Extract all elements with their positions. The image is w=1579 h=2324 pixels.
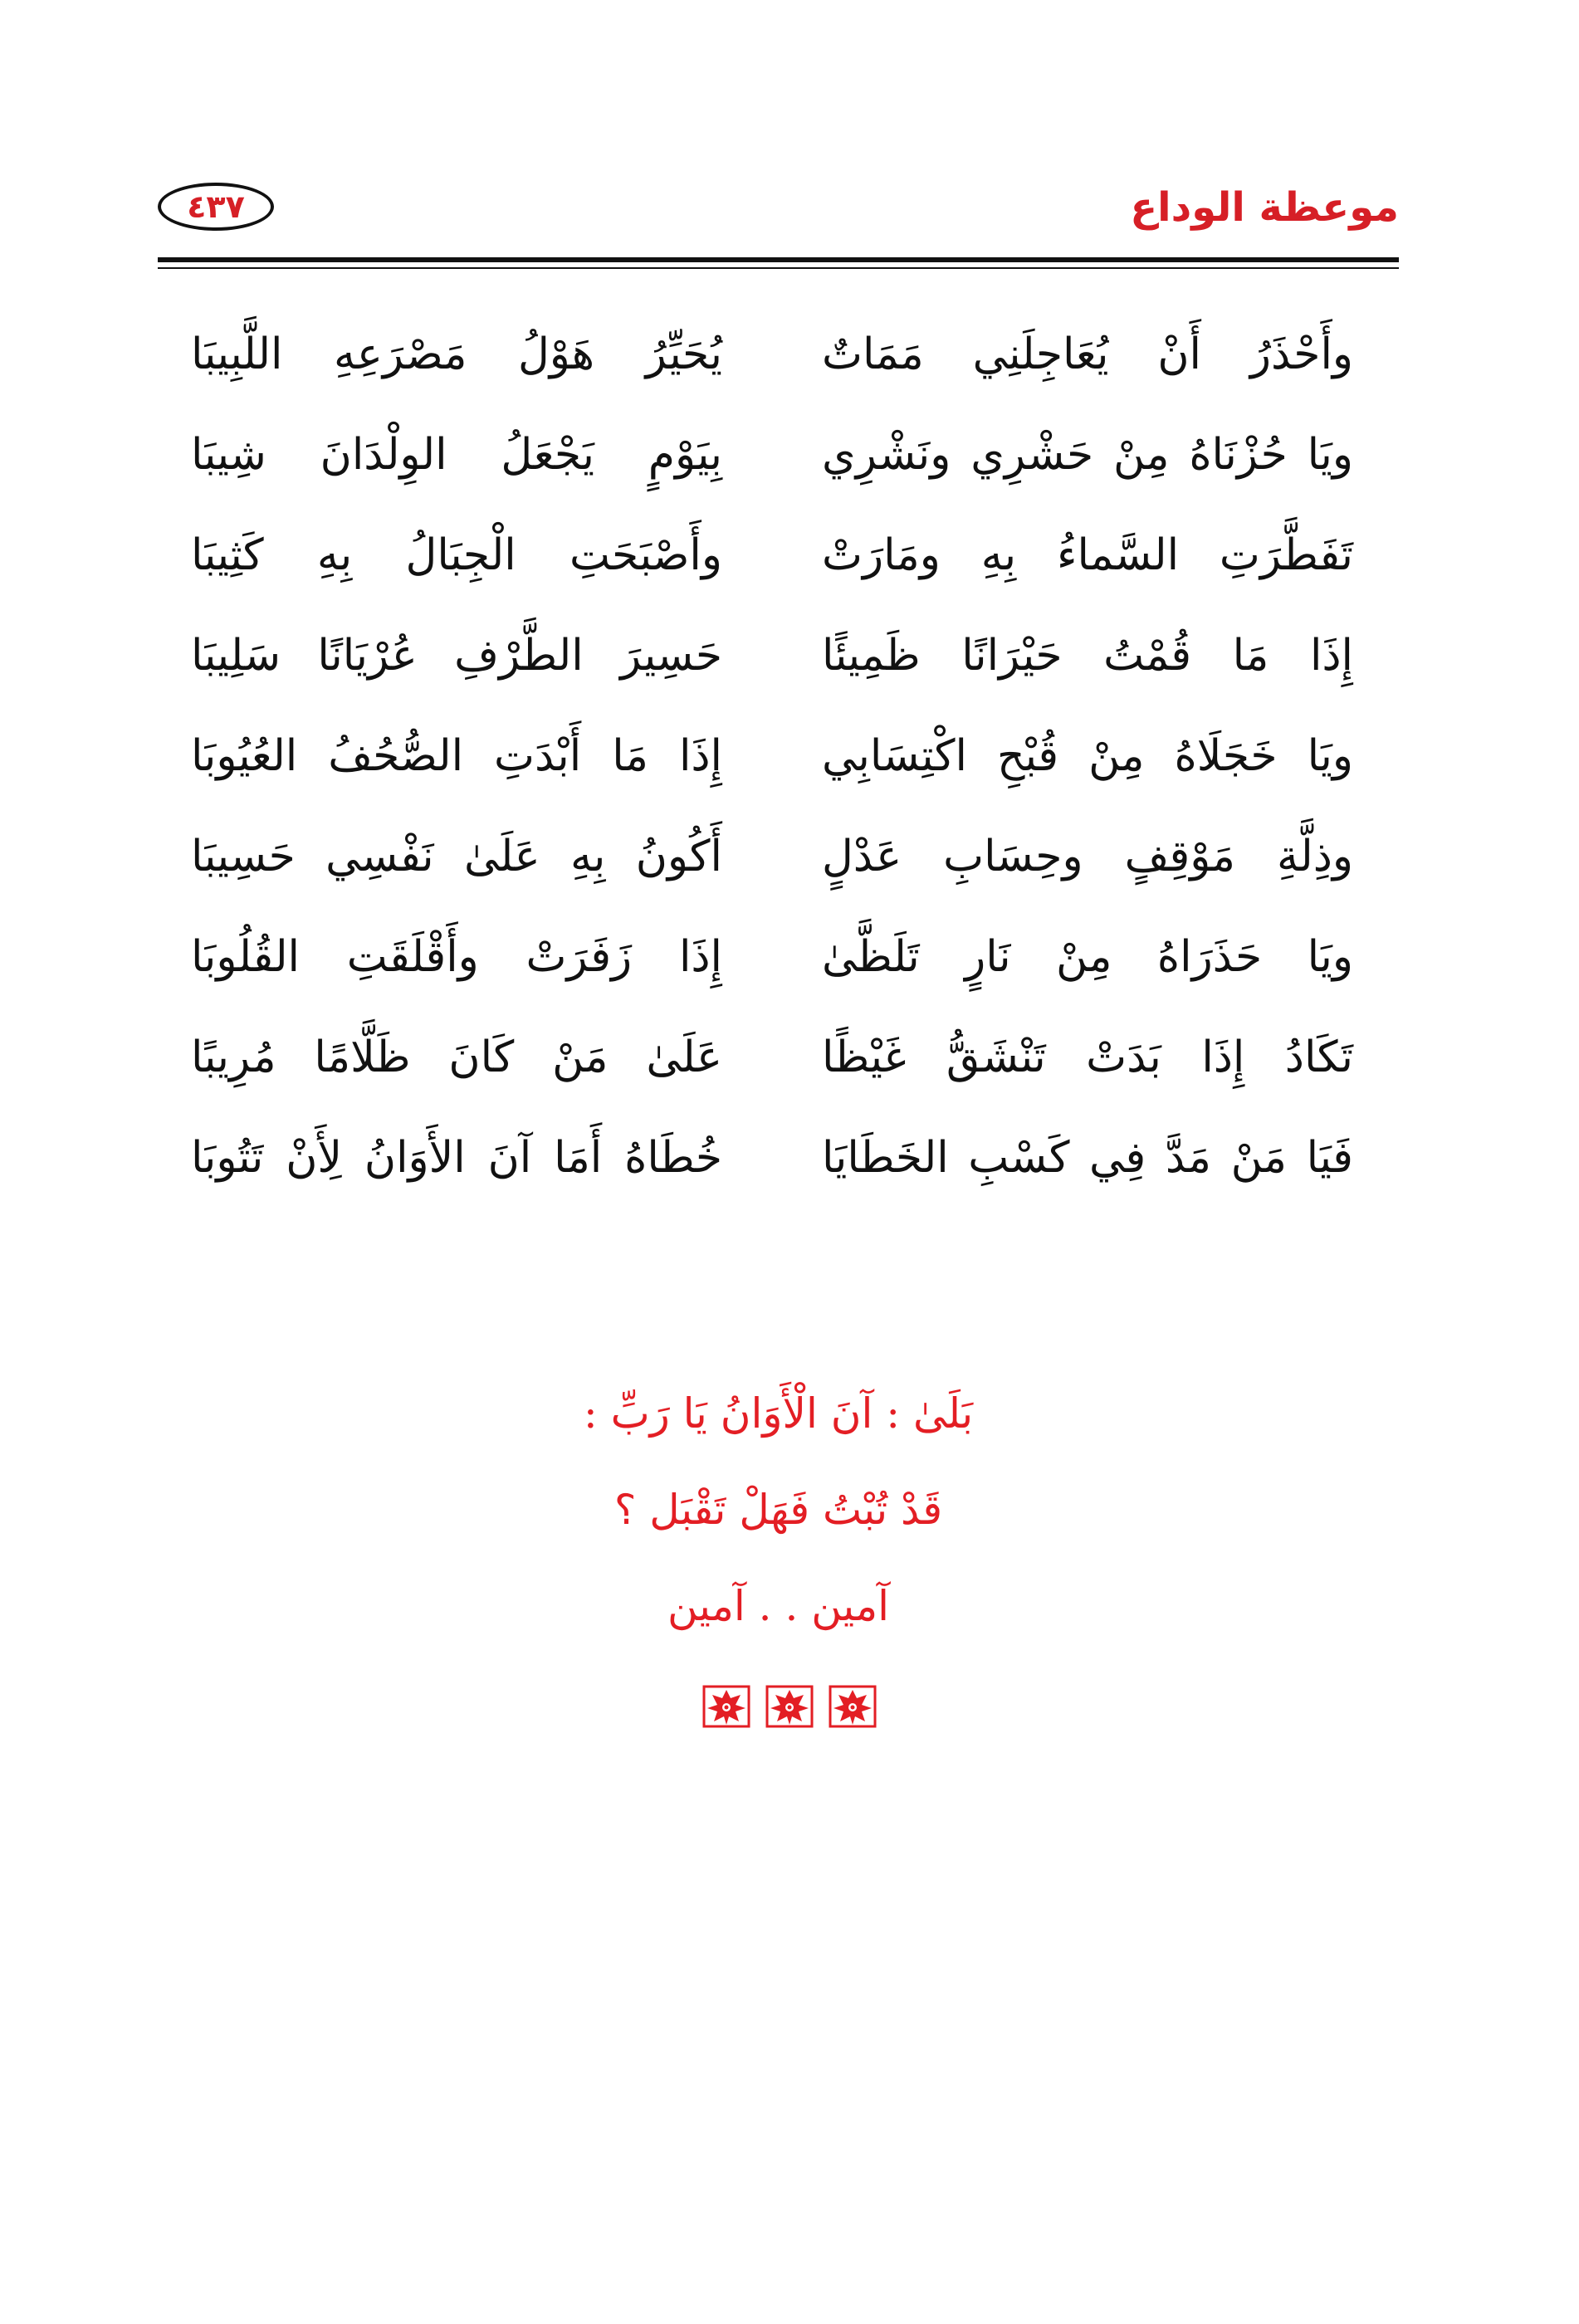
ornament-row [0, 1685, 1579, 1728]
first-hemistich: وأَحْذَرُ أَنْ يُعَاجِلَنِي مَمَاتٌ [822, 330, 1353, 379]
first-hemistich: فَيَا مَنْ مَدَّ فِي كَسْبِ الخَطَايَا [822, 1133, 1354, 1183]
floral-ornament-icon [765, 1685, 814, 1728]
header-rule-thick [158, 257, 1399, 262]
second-hemistich: يُحَيِّرُ هَوْلُ مَصْرَعِهِ اللَّبِيبَا [191, 330, 722, 379]
floral-ornament-icon [702, 1685, 750, 1728]
page-number: ٤٣٧ [158, 183, 274, 231]
second-hemistich: أَكُونُ بِهِ عَلَىٰ نَفْسِي حَسِيبَا [191, 832, 722, 881]
verse [191, 710, 1353, 811]
second-hemistich: وأَصْبَحَتِ الْجِبَالُ بِهِ كَثِيبَا [191, 530, 722, 580]
second-hemistich: عَلَىٰ مَنْ كَانَ ظَلَّامًا مُرِيبًا [191, 1033, 722, 1082]
poem [191, 309, 1353, 1213]
verse [191, 610, 1353, 710]
verse [191, 911, 1353, 1012]
first-hemistich: وذِلَّةِ مَوْقِفٍ وحِسَابِ عَدْلٍ [822, 832, 1353, 881]
verse [191, 510, 1353, 610]
page-header [158, 174, 1399, 253]
verse [191, 811, 1353, 911]
first-hemistich: ويَا حَذَرَاهُ مِنْ نَارٍ تَلَظَّىٰ [822, 932, 1353, 982]
first-hemistich: ويَا حُزْنَاهُ مِنْ حَشْرِي ونَشْرِي [822, 430, 1353, 480]
second-hemistich: خُطَاهُ أَمَا آنَ الأَوَانُ لِأَنْ تَتُوبَا [191, 1133, 722, 1183]
verse [191, 309, 1353, 409]
verse [191, 1012, 1353, 1112]
verse [191, 409, 1353, 510]
first-hemistich: تَكَادُ إِذَا بَدَتْ تَنْشَقُّ غَيْظًا [822, 1033, 1353, 1082]
second-hemistich: حَسِيرَ الطَّرْفِ عُرْيَانًا سَلِيبَا [191, 631, 722, 681]
header-rule-thin [158, 267, 1399, 269]
closing-line-1: بَلَىٰ : آنَ الْأَوَانُ يَا رَبِّ : [583, 1389, 974, 1438]
verse [191, 1112, 1353, 1213]
running-title: موعظة الوداع [1130, 184, 1399, 231]
first-hemistich: إِذَا مَا قُمْتُ حَيْرَانًا ظَمِيئًا [822, 631, 1353, 681]
closing-prayer [158, 1365, 1399, 1654]
second-hemistich: بِيَوْمٍ يَجْعَلُ الوِلْدَانَ شِيبَا [191, 430, 722, 480]
second-hemistich: إِذَا مَا أَبْدَتِ الصُّحُفُ العُيُوبَا [191, 731, 722, 781]
closing-line-3: آمين . . آمين [667, 1582, 890, 1630]
closing-line-2: قَدْ تُبْتُ فَهَلْ تَقْبَل ؟ [614, 1486, 943, 1534]
first-hemistich: ويَا خَجَلَاهُ مِنْ قُبْحِ اكْتِسَابِي [822, 731, 1353, 781]
first-hemistich: تَفَطَّرَتِ السَّماءُ بِهِ ومَارَتْ [822, 530, 1353, 580]
second-hemistich: إِذَا زَفَرَتْ وأَقْلَقَتِ القُلُوبَا [191, 932, 722, 982]
floral-ornament-icon [829, 1685, 877, 1728]
